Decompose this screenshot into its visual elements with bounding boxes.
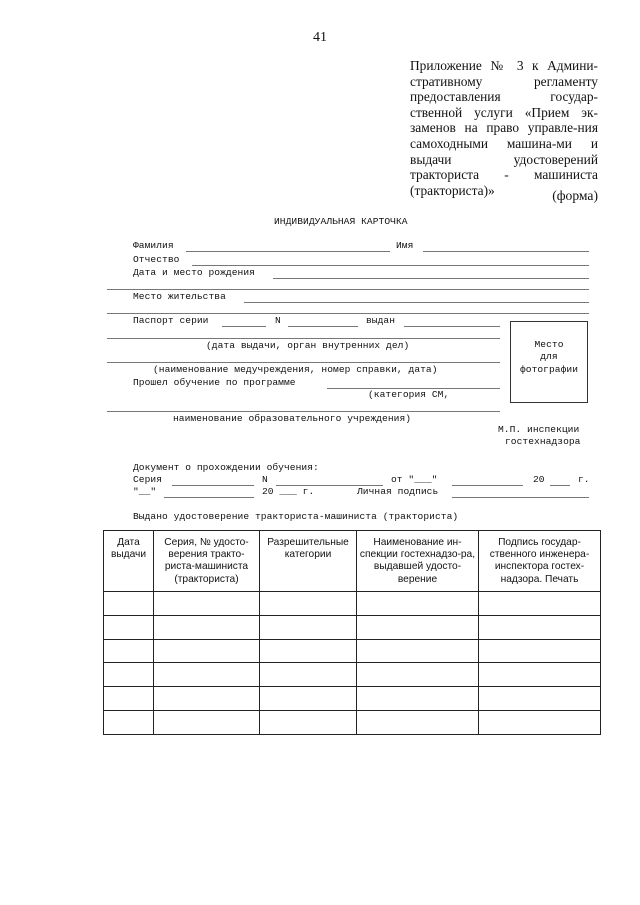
doc-year-field[interactable] <box>550 485 570 486</box>
table-cell[interactable] <box>154 663 260 687</box>
doc-date-month-field[interactable] <box>452 485 523 486</box>
passport-issue-caption: (дата выдачи, орган внутренних дел) <box>206 340 410 351</box>
birth-field-continued[interactable] <box>107 289 589 290</box>
patronymic-field[interactable] <box>192 265 589 266</box>
passport-issued-label: выдан <box>366 315 396 326</box>
doc-quote-date: "__" <box>133 486 157 497</box>
appendix-heading: Приложение № 3 к Админи-стративному регламенту предоставления государ-ственной услуги «Прием эк-заменов на право управле-ния самоходными машина-ми и выдачи удостоверений тракториста - машиниста (тракториста)» <box>410 58 598 198</box>
passport-issue-line[interactable] <box>107 338 500 339</box>
school-line[interactable] <box>107 411 500 412</box>
table-cell[interactable] <box>260 663 357 687</box>
name-field[interactable] <box>423 251 589 252</box>
doc-year-suffix: г. <box>578 474 590 485</box>
column-header-date: Дата выдачи <box>104 531 154 592</box>
residence-label: Место жительства <box>133 291 226 302</box>
signature-field[interactable] <box>452 497 589 498</box>
issued-label: Выдано удостоверение тракториста-машиниста (тракториста) <box>133 511 459 522</box>
table-cell[interactable] <box>154 710 260 734</box>
table-cell[interactable] <box>357 663 479 687</box>
table-cell[interactable] <box>479 639 601 663</box>
table-row <box>104 639 601 663</box>
passport-number-label: N <box>275 315 281 326</box>
doc-year-2: 20 ___ г. <box>262 486 315 497</box>
table-header-row <box>104 531 601 592</box>
table-cell[interactable] <box>154 639 260 663</box>
table-cell[interactable] <box>104 663 154 687</box>
page-number: 41 <box>313 30 327 45</box>
table-cell[interactable] <box>104 639 154 663</box>
category-caption: (категория СМ, <box>368 389 450 400</box>
training-doc-label: Документ о прохождении обучения: <box>133 462 319 473</box>
surname-label: Фамилия <box>133 240 174 251</box>
column-header-signature: Подпись государ-ственного инженера-инспектора гостех-надзора. Печать <box>479 531 601 592</box>
table-cell[interactable] <box>154 592 260 616</box>
table-cell[interactable] <box>479 687 601 711</box>
table-cell[interactable] <box>104 592 154 616</box>
table-cell[interactable] <box>357 639 479 663</box>
table-cell[interactable] <box>479 592 601 616</box>
table-row <box>104 615 601 639</box>
doc-year-prefix: 20 <box>533 474 545 485</box>
certificate-table <box>103 530 601 735</box>
stamp-line-1: М.П. инспекции <box>498 424 580 435</box>
table-row <box>104 663 601 687</box>
medical-caption: (наименование медучреждения, номер справки, дата) <box>153 364 438 375</box>
table-cell[interactable] <box>357 615 479 639</box>
table-cell[interactable] <box>479 615 601 639</box>
table-cell[interactable] <box>260 710 357 734</box>
table-cell[interactable] <box>260 615 357 639</box>
birth-label: Дата и место рождения <box>133 267 255 278</box>
training-label: Прошел обучение по программе <box>133 377 296 388</box>
table-cell[interactable] <box>260 639 357 663</box>
form-label: (форма) <box>552 188 598 203</box>
table-cell[interactable] <box>357 687 479 711</box>
doc-date-from: от "___" <box>391 474 438 485</box>
passport-series-field[interactable] <box>222 326 266 327</box>
passport-series-label: Паспорт серии <box>133 315 209 326</box>
table-row <box>104 710 601 734</box>
column-header-series: Серия, № удосто-верения тракто-риста-машиниста (тракториста) <box>154 531 260 592</box>
series-label: Серия <box>133 474 163 485</box>
patronymic-label: Отчество <box>133 254 180 265</box>
table-cell[interactable] <box>479 663 601 687</box>
photo-placeholder-text: Место для фотографии <box>519 339 579 375</box>
stamp-line-2: гостехнадзора <box>505 436 581 447</box>
table-cell[interactable] <box>479 710 601 734</box>
table-cell[interactable] <box>104 687 154 711</box>
table-row <box>104 687 601 711</box>
name-label: Имя <box>396 240 414 251</box>
table-cell[interactable] <box>154 687 260 711</box>
surname-field[interactable] <box>186 251 390 252</box>
doc-number-label: N <box>262 474 268 485</box>
table-cell[interactable] <box>260 687 357 711</box>
table-cell[interactable] <box>357 710 479 734</box>
photo-box <box>510 321 588 403</box>
doc-month-field-2[interactable] <box>164 497 254 498</box>
signature-label: Личная подпись <box>357 486 439 497</box>
birth-field[interactable] <box>273 278 589 279</box>
column-header-inspection: Наименование ин-спекции гостехнадзо-ра, выдавшей удосто-верение <box>357 531 479 592</box>
series-field[interactable] <box>172 485 254 486</box>
table-cell[interactable] <box>104 615 154 639</box>
residence-field-continued[interactable] <box>107 313 589 314</box>
medical-line[interactable] <box>107 362 500 363</box>
passport-number-field[interactable] <box>288 326 358 327</box>
table-row <box>104 592 601 616</box>
table-cell[interactable] <box>104 710 154 734</box>
school-caption: наименование образовательного учреждения) <box>173 413 412 424</box>
table-cell[interactable] <box>260 592 357 616</box>
residence-field[interactable] <box>244 302 589 303</box>
table-cell[interactable] <box>154 615 260 639</box>
table-cell[interactable] <box>357 592 479 616</box>
passport-issued-field[interactable] <box>404 326 500 327</box>
card-title: ИНДИВИДУАЛЬНАЯ КАРТОЧКА <box>274 216 408 227</box>
column-header-categories: Разрешительные категории <box>260 531 357 592</box>
